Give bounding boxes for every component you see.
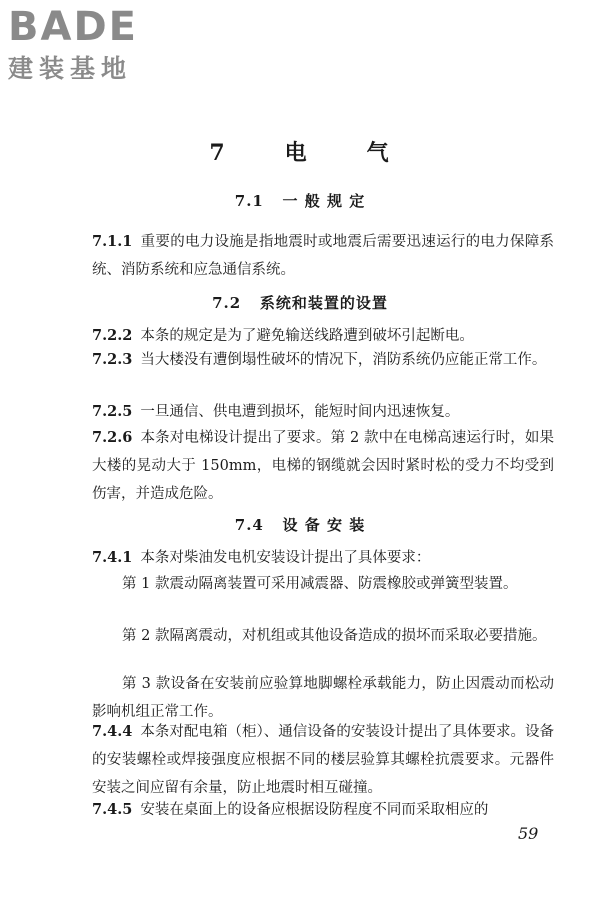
clause-item-2 [92, 622, 554, 650]
section-heading-7-1 [0, 190, 600, 211]
clause-7-2-5 [92, 398, 554, 426]
clause-7-2-3 [92, 346, 554, 374]
clause-text: 本条对配电箱（柜）、通信设备的安装设计提出了具体要求。设备的安装螺栓或焊接强度应根据不同的楼层验算其螺栓抗震要求。元器件安装之间应留有余量，防止地震时相互碰撞。 [92, 724, 554, 796]
section-title: 一 般 规 定 [282, 192, 366, 210]
clause-number: 7.4.1 [92, 549, 133, 566]
section-heading-7-4 [0, 514, 600, 535]
item-text: 第 2 款隔离震动，对机组或其他设备造成的损坏而采取必要措施。 [122, 628, 547, 644]
chapter-title-part2: 气 [366, 140, 391, 166]
logo-wordmark: BADE [8, 4, 138, 50]
clause-number: 7.2.6 [92, 429, 133, 446]
page-number: 59 [518, 824, 539, 843]
section-title: 系统和装置的设置 [259, 294, 388, 312]
clause-number: 7.2.5 [92, 403, 133, 420]
item-text: 第 1 款震动隔离装置可采用减震器、防震橡胶或弹簧型装置。 [122, 576, 518, 592]
clause-number: 7.4.4 [92, 723, 133, 740]
clause-7-1-1 [92, 228, 554, 284]
clause-text: 本条的规定是为了避免输送线路遭到破坏引起断电。 [140, 328, 474, 344]
item-text: 第 3 款设备在安装前应验算地脚螺栓承载能力，防止因震动而松动影响机组正常工作。 [92, 676, 554, 720]
section-number: 7.1 [234, 192, 264, 210]
chapter-number: 7 [209, 140, 227, 166]
clause-number: 7.2.2 [92, 327, 133, 344]
brand-logo [8, 6, 178, 90]
clause-number: 7.4.5 [92, 801, 133, 818]
chapter-title-part1: 电 [284, 140, 309, 166]
section-number: 7.2 [212, 294, 242, 312]
section-title: 设 备 安 装 [282, 516, 366, 534]
clause-text: 本条对电梯设计提出了要求。第 2 款中在电梯高速运行时，如果大楼的晃动大于 150mm，电梯的钢缆就会因时紧时松的受力不均受到伤害，并造成危险。 [92, 430, 554, 502]
clause-text: 一旦通信、供电遭到损坏，能短时间内迅速恢复。 [140, 404, 460, 420]
clause-7-4-5 [92, 796, 554, 824]
section-number: 7.4 [234, 516, 264, 534]
clause-number: 7.1.1 [92, 233, 133, 250]
clause-item-1 [92, 570, 554, 598]
clause-7-4-1 [92, 544, 554, 572]
clause-number: 7.2.3 [92, 351, 133, 368]
logo-subtitle: 建装基地 [8, 54, 133, 83]
section-heading-7-2 [0, 292, 600, 313]
clause-text: 安装在桌面上的设备应根据设防程度不同而采取相应的 [140, 802, 489, 818]
clause-7-4-4 [92, 718, 554, 802]
clause-7-2-6 [92, 424, 554, 508]
clause-text: 当大楼没有遭倒塌性破坏的情况下，消防系统仍应能正常工作。 [140, 352, 547, 368]
clause-text: 本条对柴油发电机安装设计提出了具体要求： [140, 550, 431, 566]
chapter-title [0, 136, 600, 167]
clause-text: 重要的电力设施是指地震时或地震后需要迅速运行的电力保障系统、消防系统和应急通信系统。 [92, 234, 554, 278]
